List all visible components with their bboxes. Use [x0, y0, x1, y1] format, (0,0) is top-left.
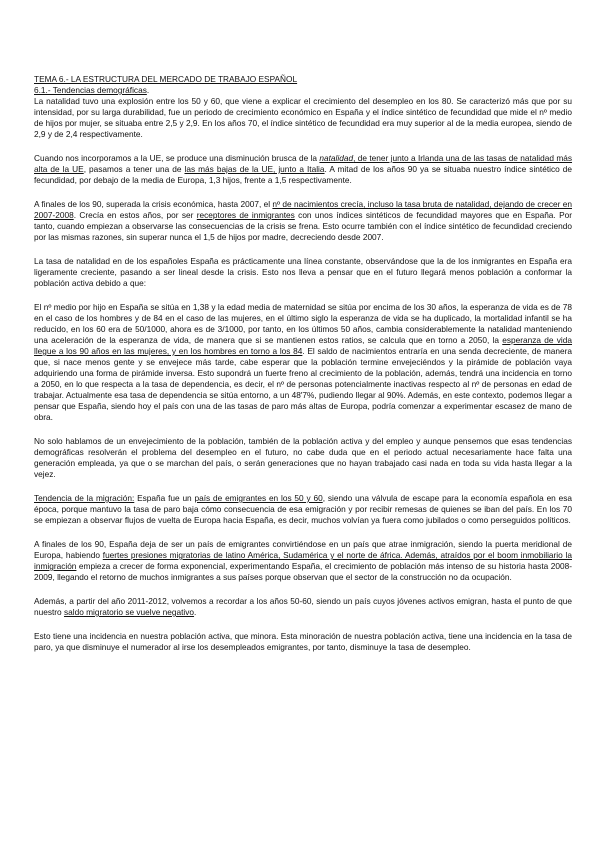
document-title: TEMA 6.- LA ESTRUCTURA DEL MERCADO DE TRABAJO ESPAÑOL: [34, 74, 298, 84]
p8-underline-b: fuertes presiones migratorias de latino América, Sudamérica y el norte de áfrica. Además, atraídos por el boom inmobiliario la inmigración: [34, 550, 572, 571]
p8-text-a: A finales de los 90, España deja de ser un país de emigrantes convirtiéndose en un país que atrae inmigración, siendo la puerta meridional de Europa, habiendo: [34, 539, 572, 560]
paragraph-1: La natalidad tuvo una explosión entre los 50 y 60, que viene a explicar el crecimiento del desempleo en los 80. Se caracterizó más que por su intensidad, por su larga durabilidad, fue un periodo de crecimiento económico en España y el índice sintético de fecundidad que mide el nº medio de hijos por mujer, se situaba entre 2,5 y 2,9. En los años 70, el índice sintético de fecundidad era muy superior al de la media europea, siendo de 2,9 y de 2,4 respectivamente.: [34, 96, 572, 139]
paragraph-9: [34, 596, 572, 618]
p7-text-d: , siendo una válvula de escape para la economía española en esa época, porque mantuvo la tasa de paro baja cómo consecuencia de esa emigración y por recibir remesas de quienes se iban del país. En los 70 se empiezan a observar flujos de vuelta de Europa hacia España, es decir, muchos volvían ya fuera como jubilados o como perseguidos políticos.: [34, 493, 573, 525]
p2-text-a: Cuando nos incorporamos a la UE, se produce una disminución brusca de la: [34, 153, 320, 163]
paragraph-7: [34, 493, 572, 526]
p9-underline-b: saldo migratorio se vuelve negativo: [63, 607, 195, 617]
paragraph-10: Esto tiene una incidencia en nuestra población activa, que minora. Esta minoración de nuestra población activa, tiene una incidencia en la tasa de paro, ya que disminuye el numerador al irse los desempleados emigrantes, por tanto, disminuye la tasa de desempleo.: [34, 631, 572, 652]
p3-text-a: A finales de los 90, superada la crisis económica, hasta 2007, el: [34, 199, 273, 209]
p2-underline-e: las más bajas de la UE, junto a Italia: [184, 164, 325, 174]
p3-text-e: con unos índices sintéticos de fecundidad mayores que en España. Por tanto, cuando empiezan a observarse las consecuencias de la crisis se frena. Esto ocurre también con el índice sintético de fecundidad creciendo por las mismas razones, sin superar nunca el 1,5 de hijos por madre, decreciendo desde 2007.: [34, 210, 572, 242]
p9-text-a: Además, a partir del año 2011-2012, volvemos a recordar a los años 50-60, siendo un país cuyos jóvenes activos emigran, hasta el punto de que nuestro: [34, 596, 572, 617]
document-page: [34, 74, 572, 666]
paragraph-2: [34, 153, 572, 186]
paragraph-3: [34, 199, 572, 243]
p5-text-c: . El saldo de nacimientos entraría en una senda decreciente, de manera que, si nace menos gente y se envejece más tarde, cabe esperar que la población termine envejeciéndos y la pirámide de población vaya adquiriendo una forma de pirámide inversa. Esto supondrá un fuerte freno al crecimiento de la población, además, tendrá una incidencia en torno a 2050, en lo que respecta a la tasa de dependencia, es decir, el nº de personas potencialmente inactivas respecto al nº de personas en edad de trabajar. Actualmente esa tasa de dependencia se sitúa entorno, a un 48'7%, pudiendo llegar al 90%. Además, en este contexto, podemos llegar a pensar que España, siendo hoy el país con una de las tasas de paro más altas de Europa, podría comenzar a experimentar escasez de mano de obra.: [34, 346, 572, 422]
section-subtitle-end: .: [146, 85, 150, 95]
paragraph-8: [34, 539, 572, 583]
paragraph-4: La tasa de natalidad en de los españoles España es prácticamente una línea constante, observándose que la de los inmigrantes en España era ligeramente creciente, pasando a ser lineal desde la crisis. Esto nos lleva a pensar que en el futuro llegará menos población a conformar la población activa debido a que:: [34, 256, 572, 288]
section-heading: [34, 85, 572, 96]
paragraph-5: [34, 302, 572, 423]
p2-text-d: , pasamos a tener una de: [83, 164, 185, 174]
p7-heading: Tendencia de la migración:: [34, 493, 135, 503]
p2-natalidad: natalidad: [319, 153, 354, 163]
section-subtitle: 6.1.- Tendencias demográficas: [34, 85, 147, 95]
paragraph-6: No solo hablamos de un envejecimiento de la población, también de la población activa y del empleo y aunque pensemos que esas tendencias demográficas resolverán el problema del desempleo en el futuro, no cabe duda que en el periodo actual necesariamente hace falta una generación empleada, ya que o se marchan del país, o serán generaciones que no hayan trabajado casi nada en toda su vida hasta llegar a la vejez.: [34, 436, 572, 479]
p7-underline-c: país de emigrantes en los 50 y 60: [194, 493, 323, 503]
p9-text-c: .: [194, 607, 197, 617]
p5-text-a: El nº medio por hijo en España se sitúa en 1,38 y la edad media de maternidad se sitúa por encima de los 30 años, la esperanza de vida es de 78 en el caso de los hombres y de 84 en el caso de las mujeres, en el último siglo la esperanza de vida se ha duplicado, la mortalidad infantil se ha reducido, en los 60 era de 50/1000, ahora es de 3/1000, por tanto, en los últimos 50 años, cambia considerablemente la natalidad manteniendo una aceleración de la esperanza de vida, de manera que si se mantienen estos ratios, se calcula que en torno a 2050, la: [34, 302, 572, 345]
p3-text-c: . Crecía en estos años, por ser: [73, 210, 197, 220]
p3-underline-d: receptores de inmigrantes: [196, 210, 295, 220]
p5-underline-b: esperanza de vida llegue a los 90 años en las mujeres, y en los hombres en torno a los 84: [34, 335, 573, 356]
p7-text-b: España fue un: [134, 493, 195, 503]
p2-text-f: . A mitad de los años 90 ya se situaba nuestro índice sintético de fecundidad, por debajo de la media de Europa, 1,3 hijos, frente a 1,5 respectivamente.: [34, 164, 572, 185]
p3-underline-b: nº de nacimientos crecía, incluso la tasa bruta de natalidad, dejando de crecer en 2007-2008: [34, 199, 572, 220]
p8-text-c: empieza a crecer de forma exponencial, experimentando España, el crecimiento de población más intenso de su historia hasta 2008-2009, llegando el retorno de muchos inmigrantes a sus países porque observan que el sector de la construcción no da ocupación.: [34, 561, 572, 582]
p2-underline-c: , de tener junto a Irlanda una de las tasas de natalidad más alta de la UE: [34, 153, 573, 174]
